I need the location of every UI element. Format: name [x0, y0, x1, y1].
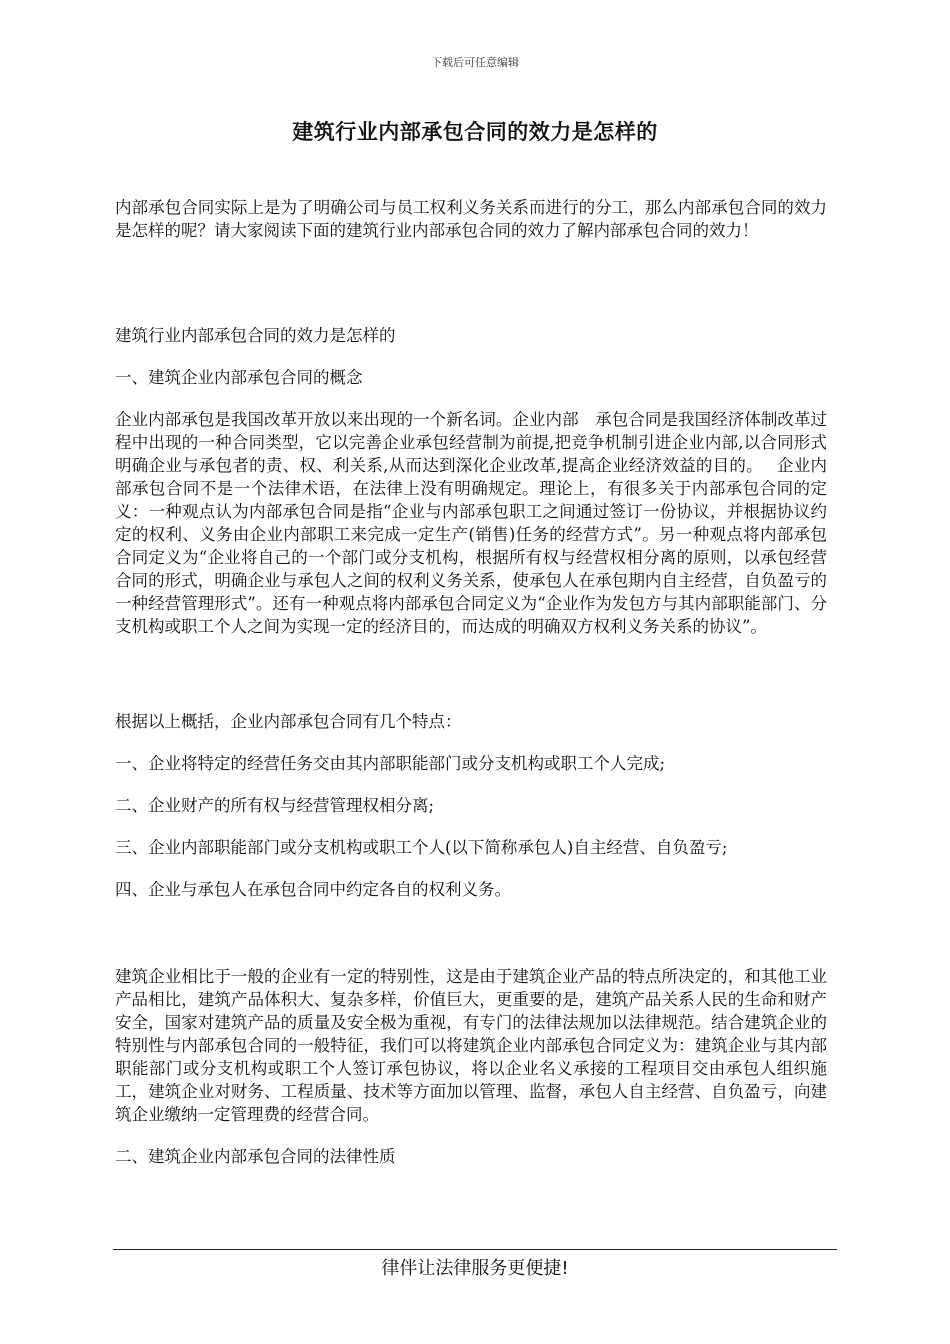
feature-item-3: 三、企业内部职能部门或分支机构或职工个人(以下简称承包人)自主经营、自负盈亏;	[115, 838, 728, 857]
feature-item-4: 四、企业与承包人在承包合同中约定各自的权利义务。	[115, 880, 511, 899]
document-body	[115, 196, 827, 1168]
section-heading-concept: 一、建筑企业内部承包合同的概念	[115, 368, 363, 387]
section-heading-legal-nature: 二、建筑企业内部承包合同的法律性质	[115, 1147, 396, 1166]
features-intro: 根据以上概括，企业内部承包合同有几个特点：	[115, 712, 462, 731]
footer-slogan: 律伴让法律服务更便捷!	[381, 1258, 569, 1279]
feature-item-2: 二、企业财产的所有权与经营管理权相分离;	[115, 796, 435, 815]
document-title: 建筑行业内部承包合同的效力是怎样的	[292, 120, 658, 144]
intro-paragraph: 内部承包合同实际上是为了明确公司与员工权利义务关系而进行的分工，那么内部承包合同的效力是怎样的呢？请大家阅读下面的建筑行业内部承包合同的效力了解内部承包合同的效力！	[115, 198, 827, 240]
header-note: 下载后可任意编辑	[431, 56, 519, 69]
footer-divider	[113, 1249, 837, 1250]
construction-definition-paragraph: 建筑企业相比于一般的企业有一定的特别性，这是由于建筑企业产品的特点所决定的，和其他工业产品相比，建筑产品体积大、复杂多样，价值巨大，更重要的是，建筑产品关系人民的生命和财产安全，国家对建筑产品的质量及安全极为重视，有专门的法律法规加以法律规范。结合建筑企业的特别性与内部承包合同的一般特征，我们可以将建筑企业内部承包合同定义为：建筑企业与其内部职能部门或分支机构或职工个人签订承包协议，将以企业名义承接的工程项目交由承包人组织施工，建筑企业对财务、工程质量、技术等方面加以管理、监督，承包人自主经营、自负盈亏，向建筑企业缴纳一定管理费的经营合同。	[115, 967, 827, 1124]
section-heading: 建筑行业内部承包合同的效力是怎样的	[115, 326, 396, 345]
concept-paragraph: 企业内部承包是我国改革开放以来出现的一个新名词。企业内部 承包合同是我国经济体制改革过程中出现的一种合同类型，它以完善企业承包经营制为前提,把竞争机制引进企业内部,以合同形式明确企业与承包者的责、权、利关系,从而达到深化企业改革,提高企业经济效益的目的。 企业内部承包合同不是一个法律术语，在法律上没有明确规定。理论上，有很多关于内部承包合同的定义：一种观点认为内部承包合同是指“企业与内部承包职工之间通过签订一份协议，并根据协议约定的权利、义务由企业内部职工来完成一定生产(销售)任务的经营方式”。另一种观点将内部承包合同定义为“企业将自己的一个部门或分支机构，根据所有权与经营权相分离的原则，以承包经营合同的形式，明确企业与承包人之间的权利义务关系，使承包人在承包期内自主经营，自负盈亏的一种经营管理形式”。还有一种观点将内部承包合同定义为“企业作为发包方与其内部职能部门、分支机构或职工个人之间为实现一定的经济目的，而达成的明确双方权利义务关系的协议”。	[115, 410, 827, 636]
feature-item-1: 一、企业将特定的经营任务交由其内部职能部门或分支机构或职工个人完成;	[115, 754, 666, 773]
